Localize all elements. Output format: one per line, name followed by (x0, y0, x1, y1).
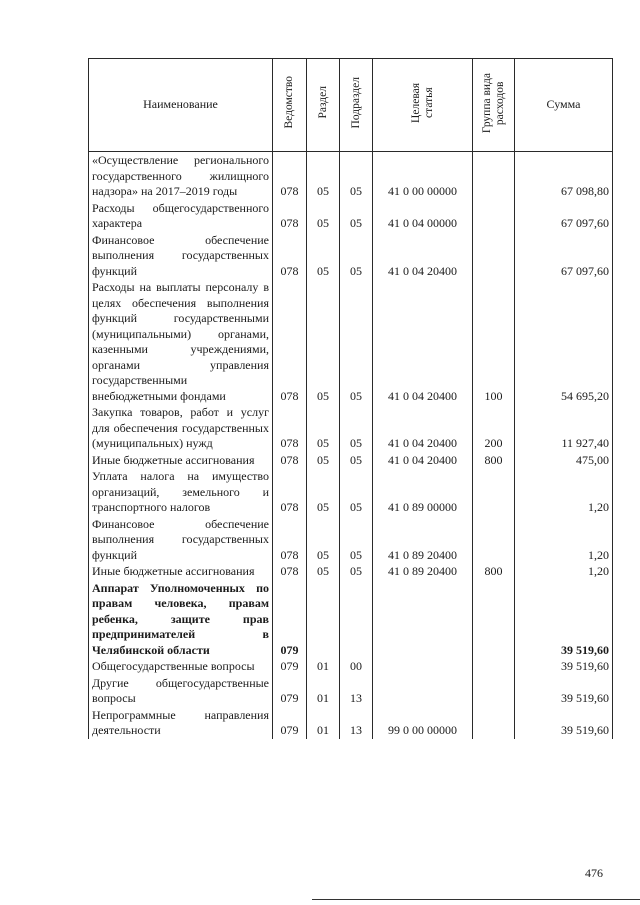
row-expense-group (473, 675, 515, 707)
row-section: 05 (307, 152, 340, 200)
row-sum: 54 695,20 (515, 279, 613, 404)
row-name: Расходы на выплаты персоналу в целях обеспечения выполнения функций государственными (муниципальными) органами, казенными учреждениями, органами управления государственными внебюджетными фондами (89, 279, 273, 404)
row-sum: 67 097,60 (515, 200, 613, 232)
row-subsection (340, 580, 373, 659)
table-row (89, 200, 613, 232)
row-subsection: 13 (340, 707, 373, 739)
row-expense-group (473, 516, 515, 564)
table-row (89, 279, 613, 404)
table-row (89, 707, 613, 739)
row-subsection: 05 (340, 200, 373, 232)
row-section: 05 (307, 516, 340, 564)
table-row (89, 404, 613, 452)
row-subsection: 05 (340, 232, 373, 280)
row-section: 05 (307, 468, 340, 516)
row-section: 05 (307, 279, 340, 404)
row-section: 05 (307, 232, 340, 280)
header-expense-group: Группа вида расходов (473, 59, 515, 152)
row-department: 079 (273, 707, 307, 739)
row-target-article: 41 0 04 20400 (373, 279, 473, 404)
row-department: 078 (273, 279, 307, 404)
header-name: Наименование (89, 59, 273, 152)
row-target-article: 41 0 04 20400 (373, 232, 473, 280)
table-row (89, 152, 613, 200)
row-section: 05 (307, 404, 340, 452)
row-target-article (373, 658, 473, 675)
header-target-article: Целевая статья (373, 59, 473, 152)
row-target-article: 41 0 89 20400 (373, 563, 473, 580)
row-section: 05 (307, 452, 340, 469)
row-department: 078 (273, 232, 307, 280)
row-department: 078 (273, 563, 307, 580)
table-row (89, 232, 613, 280)
row-name: Общегосударственные вопросы (89, 658, 273, 675)
table-row (89, 452, 613, 469)
row-subsection: 05 (340, 279, 373, 404)
row-sum: 475,00 (515, 452, 613, 469)
row-sum: 1,20 (515, 563, 613, 580)
table-body (89, 152, 613, 739)
row-name: «Осуществление регионального государственного жилищного надзора» на 2017–2019 годы (89, 152, 273, 200)
row-expense-group (473, 580, 515, 659)
row-section (307, 580, 340, 659)
row-sum: 67 097,60 (515, 232, 613, 280)
row-expense-group (473, 232, 515, 280)
row-target-article: 41 0 04 00000 (373, 200, 473, 232)
row-name: Уплата налога на имущество организаций, земельного и транспортного налогов (89, 468, 273, 516)
row-sum: 1,20 (515, 516, 613, 564)
row-subsection: 05 (340, 404, 373, 452)
row-name: Иные бюджетные ассигнования (89, 563, 273, 580)
row-subsection: 00 (340, 658, 373, 675)
budget-table-container (88, 58, 612, 739)
table-row (89, 658, 613, 675)
row-target-article: 41 0 89 20400 (373, 516, 473, 564)
row-sum: 39 519,60 (515, 707, 613, 739)
row-department: 078 (273, 200, 307, 232)
row-name: Другие общегосударственные вопросы (89, 675, 273, 707)
row-target-article (373, 580, 473, 659)
row-sum: 1,20 (515, 468, 613, 516)
table-header-row (89, 59, 613, 152)
row-expense-group (473, 200, 515, 232)
row-department: 078 (273, 516, 307, 564)
row-department: 078 (273, 152, 307, 200)
header-department: Ведомство (273, 59, 307, 152)
row-name: Иные бюджетные ассигнования (89, 452, 273, 469)
row-name: Финансовое обеспечение выполнения государственных функций (89, 516, 273, 564)
row-target-article: 41 0 00 00000 (373, 152, 473, 200)
row-expense-group (473, 707, 515, 739)
footer-divider (312, 899, 640, 900)
row-section: 05 (307, 563, 340, 580)
row-target-article (373, 675, 473, 707)
row-name: Расходы общегосударственного характера (89, 200, 273, 232)
row-subsection: 13 (340, 675, 373, 707)
page-number: 476 (585, 866, 603, 880)
row-expense-group (473, 658, 515, 675)
row-expense-group (473, 468, 515, 516)
table-row (89, 675, 613, 707)
row-department: 078 (273, 404, 307, 452)
row-subsection: 05 (340, 152, 373, 200)
row-section: 05 (307, 200, 340, 232)
row-department: 078 (273, 452, 307, 469)
row-target-article: 41 0 89 00000 (373, 468, 473, 516)
header-section: Раздел (307, 59, 340, 152)
row-sum: 67 098,80 (515, 152, 613, 200)
table-row (89, 580, 613, 659)
row-expense-group: 800 (473, 563, 515, 580)
header-subsection: Подраздел (340, 59, 373, 152)
row-section: 01 (307, 675, 340, 707)
row-subsection: 05 (340, 516, 373, 564)
row-department: 078 (273, 468, 307, 516)
row-expense-group: 200 (473, 404, 515, 452)
row-subsection: 05 (340, 468, 373, 516)
row-section: 01 (307, 707, 340, 739)
row-expense-group (473, 152, 515, 200)
table-row (89, 516, 613, 564)
row-department: 079 (273, 658, 307, 675)
row-subsection: 05 (340, 452, 373, 469)
row-sum: 39 519,60 (515, 675, 613, 707)
row-sum: 39 519,60 (515, 658, 613, 675)
row-sum: 11 927,40 (515, 404, 613, 452)
row-target-article: 41 0 04 20400 (373, 404, 473, 452)
row-target-article: 41 0 04 20400 (373, 452, 473, 469)
row-target-article: 99 0 00 00000 (373, 707, 473, 739)
row-name: Аппарат Уполномоченных по правам человека, правам ребенка, защите прав предпринимателей в Челябинской области (89, 580, 273, 659)
row-name: Непрограммные направления деятельности (89, 707, 273, 739)
table-row (89, 468, 613, 516)
header-sum: Сумма (515, 59, 613, 152)
row-name: Закупка товаров, работ и услуг для обеспечения государственных (муниципальных) нужд (89, 404, 273, 452)
row-subsection: 05 (340, 563, 373, 580)
row-expense-group: 800 (473, 452, 515, 469)
table-row (89, 563, 613, 580)
row-name: Финансовое обеспечение выполнения государственных функций (89, 232, 273, 280)
row-department: 079 (273, 675, 307, 707)
budget-table (88, 58, 613, 739)
row-section: 01 (307, 658, 340, 675)
row-expense-group: 100 (473, 279, 515, 404)
row-department: 079 (273, 580, 307, 659)
row-sum: 39 519,60 (515, 580, 613, 659)
